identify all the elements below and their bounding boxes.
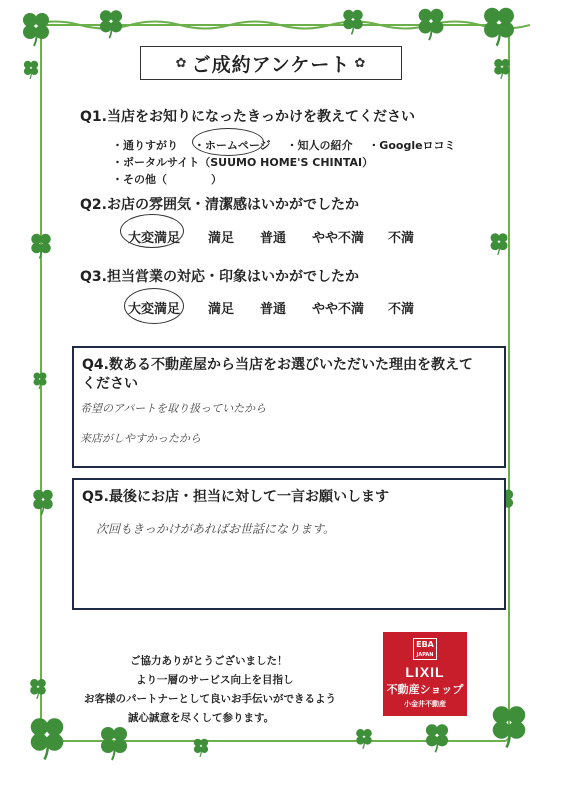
flower-icon: ✿ xyxy=(175,55,188,71)
rating-very-satisfied[interactable]: 大変満足 xyxy=(128,231,181,246)
question-5-box xyxy=(72,478,506,610)
question-4: Q4.数ある不動産屋から当店をお選びいただいた理由を教えて ください xyxy=(82,357,473,392)
shop-name: 不動産ショップ xyxy=(386,683,464,696)
clover-icon xyxy=(16,8,56,48)
clover-icon xyxy=(22,712,72,762)
clover-icon xyxy=(490,56,514,80)
survey-title xyxy=(140,46,402,80)
title-text: ご成約アンケート xyxy=(191,53,351,76)
option-referral[interactable]: ・知人の紹介 xyxy=(286,139,353,152)
clover-icon xyxy=(26,230,56,260)
closing-line: お客様のパートナーとして良いお手伝いができるよう xyxy=(84,693,336,705)
clover-icon xyxy=(338,6,368,36)
clover-icon xyxy=(30,370,50,390)
clover-icon xyxy=(484,700,534,750)
option-google-review[interactable]: ・Googleロコミ xyxy=(368,139,456,152)
answer-4-line-1[interactable]: 希望のアパートを取り扱っていたから xyxy=(80,402,267,415)
rating-very-satisfied[interactable]: 大変満足 xyxy=(128,302,181,317)
clover-icon xyxy=(26,676,50,700)
clover-icon xyxy=(94,722,134,762)
closing-line: ご協力ありがとうございました！ xyxy=(130,655,288,667)
closing-line: より一層のサービス向上を目指し xyxy=(136,674,294,686)
clover-icon xyxy=(476,2,522,48)
question-4-box xyxy=(72,346,506,468)
option-walk-by[interactable]: ・通りすがり xyxy=(112,139,178,152)
lixil-shop-logo xyxy=(383,632,467,716)
clover-icon xyxy=(190,736,212,758)
question-1-options xyxy=(112,137,492,188)
store-name: 小金井不動産 xyxy=(404,700,446,708)
clover-icon xyxy=(20,58,42,80)
option-homepage[interactable]: ・ホームページ xyxy=(193,139,271,152)
selection-circle-q2 xyxy=(120,214,184,248)
eba-badge: EBA JAPAN xyxy=(413,638,437,660)
closing-message xyxy=(84,652,336,728)
answer-5[interactable]: 次回もきっかけがあればお世話になります。 xyxy=(96,522,336,536)
clover-icon xyxy=(28,486,58,516)
question-5: Q5.最後にお店・担当に対して一言お願いします xyxy=(82,489,389,505)
option-portal-site[interactable]: ・ポータルサイト（SUUMO HOME'S CHINTAI） xyxy=(112,156,374,169)
brand-name: LIXIL xyxy=(405,664,445,680)
rating-neutral[interactable]: 普通 xyxy=(260,231,287,246)
rating-dissatisfied[interactable]: 不満 xyxy=(388,231,415,246)
answer-4-line-2[interactable]: 来店がしやすかったから xyxy=(80,432,201,445)
option-other[interactable]: ・その他（ ） xyxy=(112,173,222,186)
rating-somewhat-dissatisfied[interactable]: やや不満 xyxy=(312,231,365,246)
question-2: Q2.お店の雰囲気・清潔感はいかがでしたか xyxy=(80,197,359,213)
flower-icon: ✿ xyxy=(354,55,367,71)
rating-satisfied[interactable]: 満足 xyxy=(208,302,235,317)
clover-icon xyxy=(352,726,376,750)
clover-icon xyxy=(412,4,450,42)
question-3: Q3.担当営業の対応・印象はいかがでしたか xyxy=(80,269,359,285)
question-1: Q1.当店をお知りになったきっかけを教えてください xyxy=(80,109,415,125)
selection-circle-q3 xyxy=(124,288,184,324)
rating-dissatisfied[interactable]: 不満 xyxy=(388,302,415,317)
clover-icon xyxy=(94,6,128,40)
selection-circle-q1 xyxy=(192,128,264,156)
clover-icon xyxy=(420,720,454,754)
closing-line: 誠心誠意を尽くして参ります。 xyxy=(128,712,275,724)
rating-satisfied[interactable]: 満足 xyxy=(208,231,235,246)
clover-icon xyxy=(486,230,512,256)
rating-somewhat-dissatisfied[interactable]: やや不満 xyxy=(312,302,365,317)
rating-neutral[interactable]: 普通 xyxy=(260,302,287,317)
